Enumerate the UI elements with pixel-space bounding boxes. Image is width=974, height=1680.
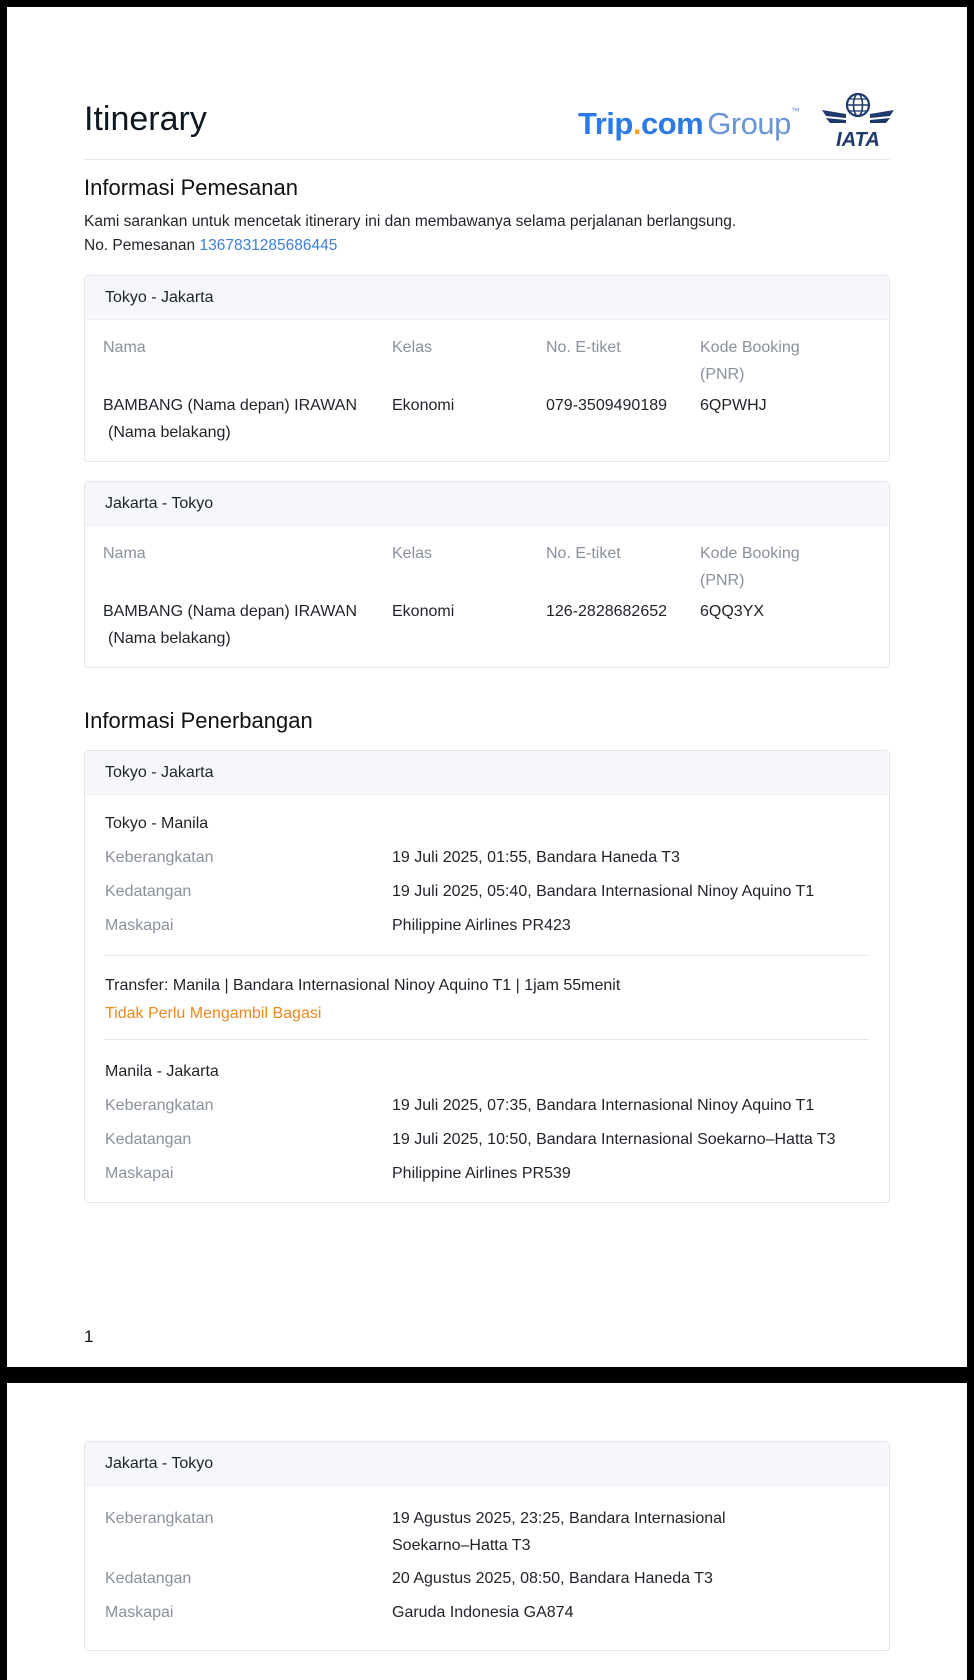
column-header-name: Nama — [103, 339, 146, 356]
header — [84, 60, 890, 160]
departure-value: 19 Juli 2025, 07:35, Bandara Internasional Ninoy Aquino T1 — [392, 1097, 815, 1114]
ticket-card-return — [84, 481, 890, 668]
departure-value: 19 Agustus 2025, 23:25, Bandara Internasional Soekarno–Hatta T3 — [392, 1510, 726, 1554]
column-header-name: Nama — [103, 545, 146, 562]
baggage-notice: Tidak Perlu Mengambil Bagasi — [105, 1005, 322, 1022]
itinerary-page-2 — [7, 1383, 967, 1680]
airline-value: Philippine Airlines PR423 — [392, 917, 571, 934]
airline-value: Philippine Airlines PR539 — [392, 1165, 571, 1182]
arrival-value: 19 Juli 2025, 10:50, Bandara Internasional Soekarno–Hatta T3 — [392, 1131, 836, 1148]
column-header-pnr: Kode Booking (PNR) — [700, 339, 800, 383]
eticket-number: 126-2828682652 — [546, 603, 668, 620]
pnr-code: 6QPWHJ — [700, 397, 767, 414]
arrival-label: Kedatangan — [105, 1131, 192, 1148]
arrival-value: 20 Agustus 2025, 08:50, Bandara Haneda T3 — [392, 1570, 713, 1587]
flight-card-route: Tokyo - Jakarta — [85, 751, 889, 795]
passenger-name: BAMBANG (Nama depan) IRAWAN (Nama belakang) — [103, 397, 357, 441]
airline-value: Garuda Indonesia GA874 — [392, 1604, 574, 1621]
segment-title: Tokyo - Manila — [105, 815, 209, 832]
segment-title: Manila - Jakarta — [105, 1063, 219, 1080]
arrival-label: Kedatangan — [105, 883, 192, 900]
itinerary-page-1 — [7, 7, 967, 1367]
booking-section-title: Informasi Pemesanan — [84, 175, 298, 200]
transfer-info: Transfer: Manila | Bandara Internasional Ninoy Aquino T1 | 1jam 55menit — [105, 977, 621, 994]
airline-label: Maskapai — [105, 917, 174, 934]
order-number-link[interactable]: 1367831285686445 — [199, 237, 338, 254]
airline-label: Maskapai — [105, 1604, 174, 1621]
column-header-class: Kelas — [392, 545, 433, 562]
ticket-class: Ekonomi — [392, 397, 455, 414]
ticket-card-outbound — [84, 275, 890, 462]
arrival-label: Kedatangan — [105, 1570, 192, 1587]
divider — [105, 955, 869, 956]
ticket-card-route: Tokyo - Jakarta — [85, 276, 889, 320]
page-number: 1 — [84, 1327, 94, 1346]
departure-label: Keberangkatan — [105, 1510, 214, 1527]
flight-card-route: Jakarta - Tokyo — [85, 1442, 889, 1486]
iata-logo — [820, 92, 896, 150]
page-title: Itinerary — [84, 100, 207, 138]
ticket-class: Ekonomi — [392, 603, 455, 620]
column-header-class: Kelas — [392, 339, 433, 356]
divider — [105, 1039, 869, 1040]
departure-label: Keberangkatan — [105, 1097, 214, 1114]
passenger-name: BAMBANG (Nama depan) IRAWAN (Nama belakang) — [103, 603, 357, 647]
order-number-line — [84, 237, 337, 255]
column-header-pnr: Kode Booking (PNR) — [700, 545, 800, 589]
iata-logo-text: IATA — [836, 129, 880, 150]
pnr-code: 6QQ3YX — [700, 603, 765, 620]
eticket-number: 079-3509490189 — [546, 397, 668, 414]
tripcom-group-logo: Trip.com Group™ — [578, 106, 800, 141]
column-header-eticket: No. E-tiket — [546, 545, 621, 562]
column-header-eticket: No. E-tiket — [546, 339, 621, 356]
print-notice: Kami sarankan untuk mencetak itinerary ini dan membawanya selama perjalanan berlangsung. — [84, 213, 737, 230]
flights-section-title: Informasi Penerbangan — [84, 708, 313, 733]
order-number-label: No. Pemesanan — [84, 237, 196, 254]
departure-value: 19 Juli 2025, 01:55, Bandara Haneda T3 — [392, 849, 680, 866]
airline-label: Maskapai — [105, 1165, 174, 1182]
arrival-value: 19 Juli 2025, 05:40, Bandara Internasional Ninoy Aquino T1 — [392, 883, 815, 900]
departure-label: Keberangkatan — [105, 849, 214, 866]
ticket-card-route: Jakarta - Tokyo — [85, 482, 889, 526]
flight-card-outbound — [84, 750, 890, 1203]
flight-card-return — [84, 1441, 890, 1651]
